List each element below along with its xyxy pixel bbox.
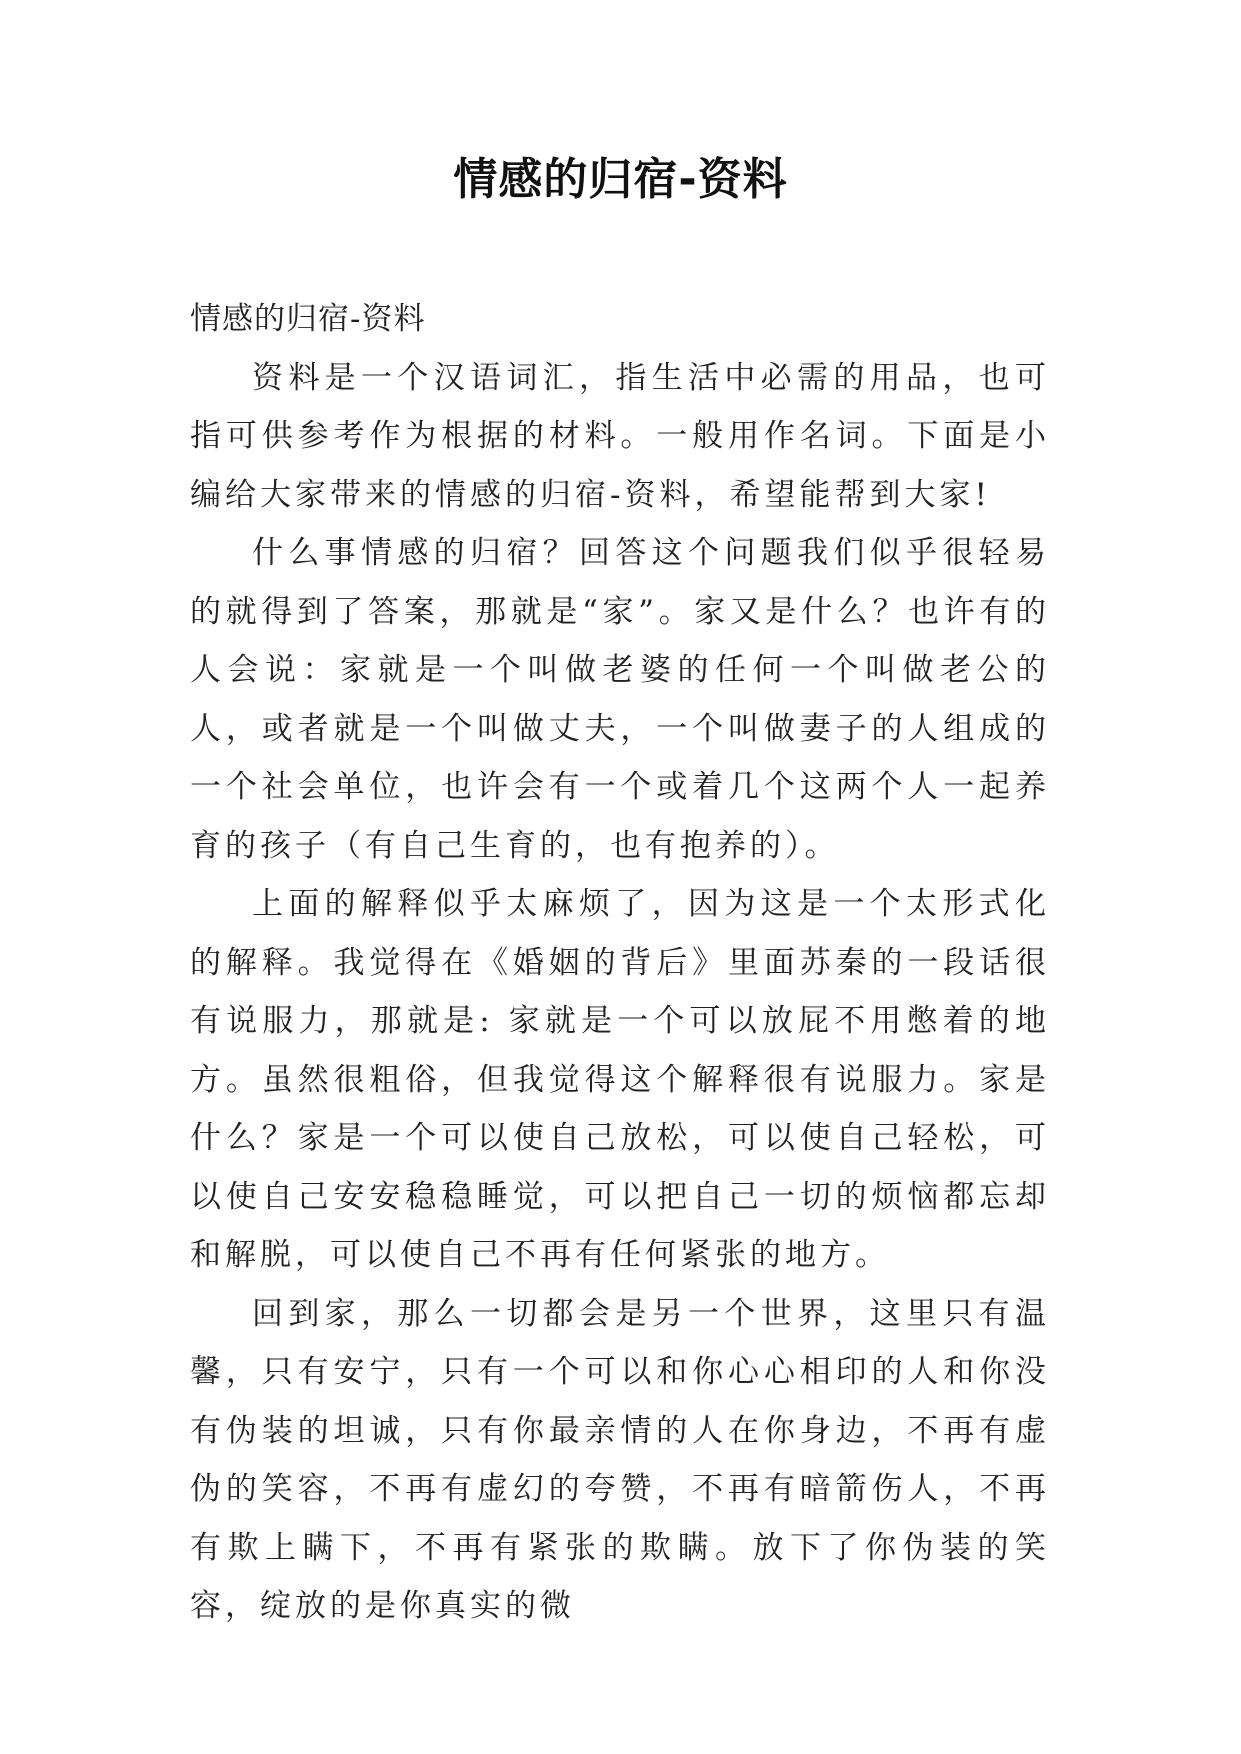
paragraph: 回到家，那么一切都会是另一个世界，这里只有温馨，只有安宁，只有一个可以和你心心相印的人和你没有伪装的坦诚，只有你最亲情的人在你身边，不再有虚伪的笑容，不再有虚幻的夸赞，不再有暗箭伤人，不再有欺上瞒下，不再有紧张的欺瞒。放下了你伪装的笑容，绽放的是你真实的微 <box>190 1295 1050 1624</box>
document-title: 情感的归宿-资料 <box>453 154 788 205</box>
paragraph: 上面的解释似乎太麻烦了，因为这是一个太形式化的解释。我觉得在《婚姻的背后》里面苏秦的一段话很有说服力，那就是: 家就是一个可以放屁不用憋着的地方。虽然很粗俗，但我觉得这个解释很有说服力。家是什么？家是一个可以使自己放松，可以使自己轻松，可以使自己安安稳稳睡觉，可以把自己一切的烦恼都忘却和解脱，可以使自己不再有任何紧张的地方。 <box>190 886 1050 1273</box>
paragraph: 什么事情感的归宿？回答这个问题我们似乎很轻易的就得到了答案，那就是“家”。家又是什么？也许有的人会说：家就是一个叫做老婆的任何一个叫做老公的人，或者就是一个叫做丈夫，一个叫做妻子的人组成的一个社会单位，也许会有一个或着几个这两个人一起养育的孩子（有自己生育的，也有抱养的）。 <box>190 535 1050 864</box>
document-subtitle: 情感的归宿-资料 <box>190 301 426 337</box>
paragraph: 资料是一个汉语词汇，指生活中必需的用品，也可指可供参考作为根据的材料。一般用作名词。下面是小编给大家带来的情感的归宿-资料，希望能帮到大家! <box>190 359 1050 513</box>
document-body <box>190 290 1050 1636</box>
